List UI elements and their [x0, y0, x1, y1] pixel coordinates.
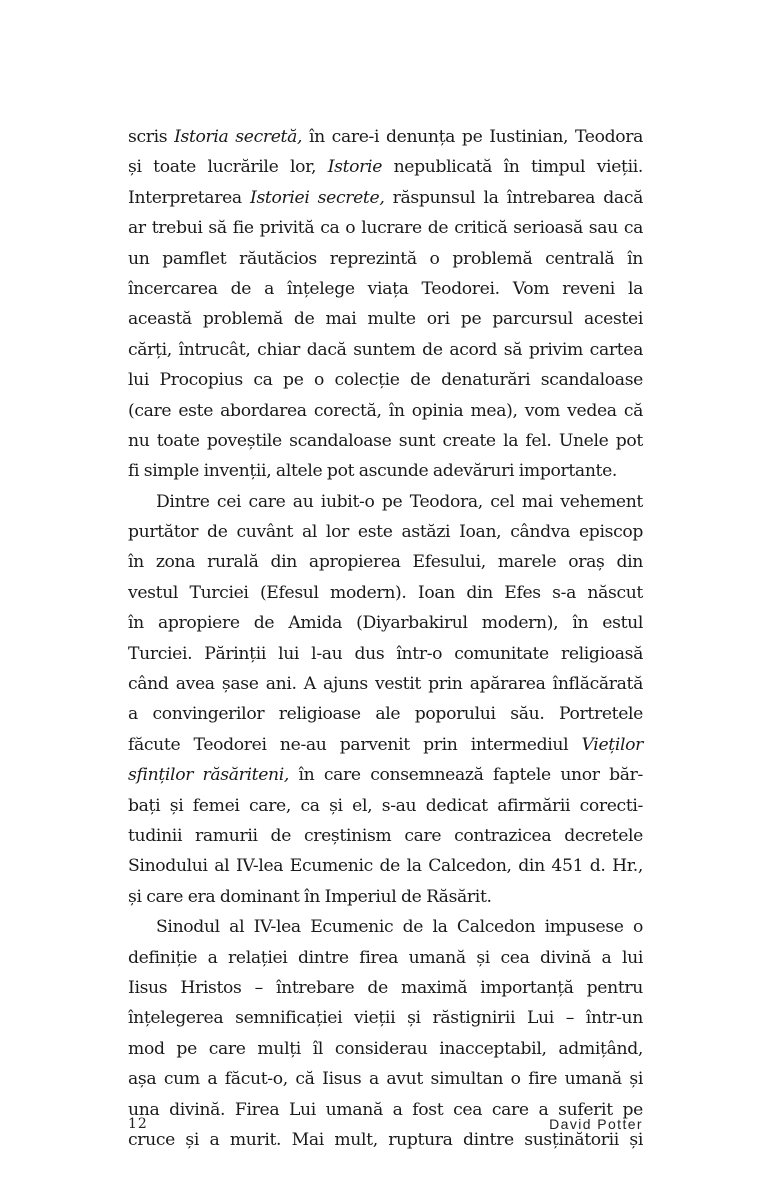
text-line [128, 244, 643, 274]
text-run: răspunsul la întrebarea dacă [384, 187, 643, 208]
text-run: lui Procopius ca pe o colecție de denaturări scandaloase [128, 370, 643, 391]
text-run: în care consemnează faptele unor băr- [289, 765, 643, 786]
text-run: Sinodul al IV-lea Ecumenic de la Calcedon impusese o [156, 917, 643, 938]
text-line [128, 1064, 643, 1094]
italic-title: Istorie [327, 157, 383, 178]
text-run: bați și femei care, ca și el, s-au dedicat afirmării corecti- [128, 795, 643, 816]
text-run: cărți, întrucât, chiar dacă suntem de acord să privim cartea [128, 339, 643, 360]
text-run: această problemă de mai multe ori pe parcursul acestei [128, 309, 643, 330]
paragraph [128, 487, 643, 912]
text-line [128, 122, 643, 152]
text-run: un pamflet răutăcios reprezintă o problemă centrală în [128, 248, 643, 269]
text-line [128, 274, 643, 304]
text-run: una divină. Firea Lui umană a fost cea care a suferit pe [128, 1099, 643, 1120]
text-line [128, 608, 643, 638]
text-line [128, 183, 643, 213]
text-run: vestul Turciei (Efesul modern). Ioan din Efes s-a născut [128, 582, 643, 603]
page-number: 12 [128, 1116, 148, 1132]
text-line [128, 365, 643, 395]
text-run: așa cum a făcut-o, că Iisus a avut simultan o fire umană și [128, 1069, 643, 1090]
text-line [128, 760, 643, 790]
text-run: Sinodului al IV-lea Ecumenic de la Calcedon, din 451 d. Hr., [128, 856, 643, 877]
text-run: cruce și a murit. Mai mult, ruptura dintre susținătorii și [128, 1129, 643, 1150]
running-head-author: David Potter [549, 1116, 643, 1132]
text-line [128, 547, 643, 577]
text-line [128, 456, 643, 486]
text-line [128, 335, 643, 365]
text-line [128, 699, 643, 729]
page-footer [128, 1116, 643, 1136]
text-line [128, 396, 643, 426]
text-line [128, 821, 643, 851]
text-run: Dintre cei care au iubit-o pe Teodora, cel mai vehement [156, 491, 643, 512]
text-run: nu toate poveștile scandaloase sunt create la fel. Unele pot [128, 430, 643, 451]
text-run: a convingerilor religioase ale poporului său. Portretele [128, 704, 643, 725]
text-run: în apropiere de Amida (Diyarbakirul modern), în estul [128, 613, 643, 634]
italic-title: Istoria secretă, [174, 127, 303, 147]
italic-title: Vieților [581, 734, 643, 755]
text-line [128, 213, 643, 243]
text-line [128, 851, 643, 881]
text-run: și care era dominant în Imperiul de Răsărit. [128, 886, 492, 907]
text-line [128, 517, 643, 547]
text-run: definiție a relației dintre firea umană și cea divină a lui [128, 947, 643, 968]
text-run: făcute Teodorei ne-au parvenit prin intermediul [128, 734, 582, 755]
text-line [128, 426, 643, 456]
text-line [128, 669, 643, 699]
text-line [128, 152, 643, 182]
text-run: scris [128, 127, 175, 147]
text-line [128, 882, 643, 912]
text-line [128, 487, 643, 517]
text-run: tudinii ramurii de creștinism care contrazicea decretele [128, 825, 643, 846]
text-line [128, 943, 643, 973]
text-line [128, 578, 643, 608]
text-run: înțelegerea semnificației vieții și răstignirii Lui – într-un [128, 1008, 643, 1029]
text-line [128, 973, 643, 1003]
text-run: când avea șase ani. A ajuns vestit prin apărarea înflăcărată [128, 674, 643, 695]
text-run: (care este abordarea corectă, în opinia mea), vom vedea că [128, 400, 643, 421]
text-run: fi simple invenții, altele pot ascunde adevăruri importante. [128, 461, 618, 482]
italic-title: Istoriei secrete, [250, 187, 385, 208]
text-line [128, 912, 643, 942]
text-run: și toate lucrările lor, [128, 157, 328, 178]
text-run: Iisus Hristos – întrebare de maximă importanță pentru [128, 977, 643, 998]
page-body [128, 122, 643, 1155]
text-line [128, 1003, 643, 1033]
text-line [128, 304, 643, 334]
text-run: mod pe care mulți îl considerau inacceptabil, admițând, [128, 1038, 643, 1059]
text-run: nepublicată în timpul vieții. [382, 157, 643, 178]
text-run: în care-i denunța pe Iustinian, Teodora [302, 127, 644, 147]
text-run: ar trebui să fie privită ca o lucrare de critică serioasă sau ca [128, 218, 643, 239]
text-line [128, 791, 643, 821]
italic-title: sfinților răsăriteni, [128, 765, 290, 786]
text-line [128, 639, 643, 669]
text-run: în zona rurală din apropierea Efesului, marele oraș din [128, 552, 643, 573]
text-run: Turciei. Părinții lui l-au dus într-o comunitate religioasă [128, 643, 643, 664]
text-line [128, 730, 643, 760]
text-run: purtător de cuvânt al lor este astăzi Ioan, cândva episcop [128, 522, 643, 543]
text-line [128, 1034, 643, 1064]
text-run: Interpretarea [128, 187, 251, 208]
paragraph [128, 122, 643, 487]
text-run: încercarea de a înțelege viața Teodorei. Vom reveni la [128, 278, 643, 299]
